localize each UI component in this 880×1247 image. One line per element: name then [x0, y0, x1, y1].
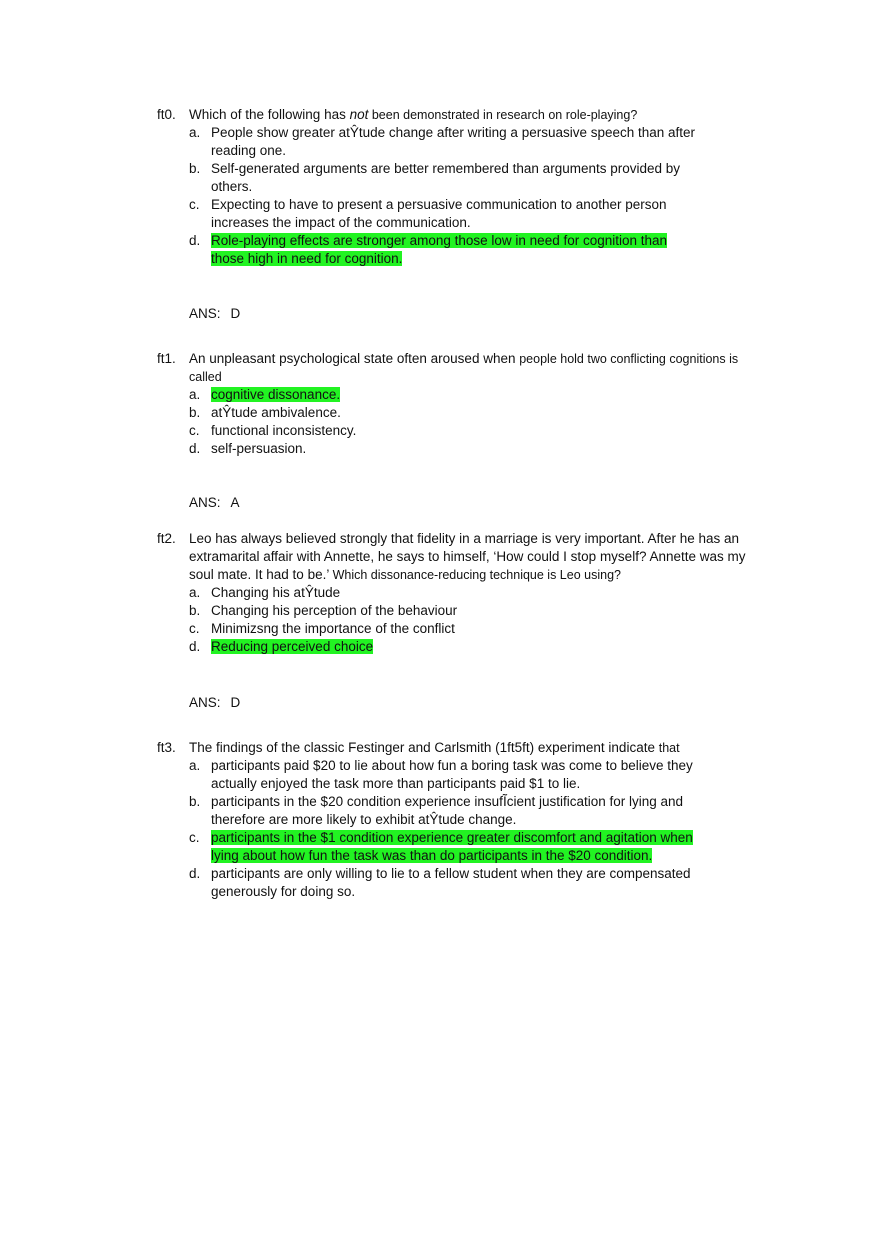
- answer-line: ANS: A: [189, 495, 240, 510]
- answer-highlight: Role-playing effects are stronger among those low in need for cognition than those high in need for cognition.: [211, 233, 668, 266]
- answer-line: ANS: D: [189, 695, 241, 710]
- option-a: a. People show greater atŶtude change after writing a persuasive speech than after reading one.: [189, 125, 696, 158]
- option-b: b. participants in the $20 condition experience insufĨcient justification for lying and therefore are more likely to exhibit atŶtude change.: [189, 794, 684, 827]
- options-list: [189, 124, 757, 268]
- question-stem: The findings of the classic Festinger and Carlsmith (1ft5ft) experiment indicate that: [189, 740, 680, 755]
- answer-highlight: cognitive dissonance.: [211, 387, 341, 402]
- option-d-correct: d. Reducing perceived choice: [189, 639, 374, 654]
- answer-highlight: participants in the $1 condition experience greater discomfort and agitation when lying about how fun the task was than do participants in the $20 condition.: [211, 830, 693, 863]
- options-list: [189, 386, 757, 458]
- option-a: a. participants paid $20 to lie about how fun a boring task was come to believe they actually enjoyed the task more than participants paid $1 to lie.: [189, 758, 693, 791]
- question-2: [157, 530, 757, 656]
- option-c: c. functional inconsistency.: [189, 423, 357, 438]
- question-stem: An unpleasant psychological state often aroused when people hold two conflicting cognitions is called: [189, 351, 739, 384]
- question-number: ft2.: [157, 531, 176, 546]
- option-d: d. self-persuasion.: [189, 441, 307, 456]
- options-list: [189, 584, 757, 656]
- option-a-correct: a. cognitive dissonance.: [189, 387, 341, 402]
- question-3: [157, 739, 757, 901]
- question-stem: Which of the following has not been demonstrated in research on role-playing?: [189, 107, 638, 122]
- option-b: b. atŶtude ambivalence.: [189, 405, 341, 420]
- question-1: [157, 350, 757, 458]
- option-d: d. participants are only willing to lie to a fellow student when they are compensated generously for doing so.: [189, 866, 691, 899]
- question-number: ft3.: [157, 740, 176, 755]
- option-b: b. Self-generated arguments are better remembered than arguments provided by others.: [189, 161, 681, 194]
- question-stem: Leo has always believed strongly that fidelity in a marriage is very important. After he has an extramarital affair with Annette, he says to himself, ‘How could I stop myself? Annette was my soul mate. It had to be.’ Which dissonance-reducing technique is Leo using?: [189, 531, 746, 582]
- answer-highlight: Reducing perceived choice: [211, 639, 374, 654]
- option-a: a. Changing his atŶtude: [189, 585, 341, 600]
- answer-line: ANS: D: [189, 306, 241, 321]
- question-number: ft0.: [157, 107, 176, 122]
- option-c-correct: c. participants in the $1 condition experience greater discomfort and agitation when lying about how fun the task was than do participants in the $20 condition.: [189, 830, 693, 863]
- option-b: b. Changing his perception of the behaviour: [189, 603, 458, 618]
- options-list: [189, 757, 757, 901]
- question-number: ft1.: [157, 351, 176, 366]
- question-0: [157, 106, 757, 268]
- option-c: c. Expecting to have to present a persuasive communication to another person increases the impact of the communication.: [189, 197, 667, 230]
- option-c: c. Minimizsng the importance of the conflict: [189, 621, 455, 636]
- option-d-correct: d. Role-playing effects are stronger among those low in need for cognition than those high in need for cognition.: [189, 233, 668, 266]
